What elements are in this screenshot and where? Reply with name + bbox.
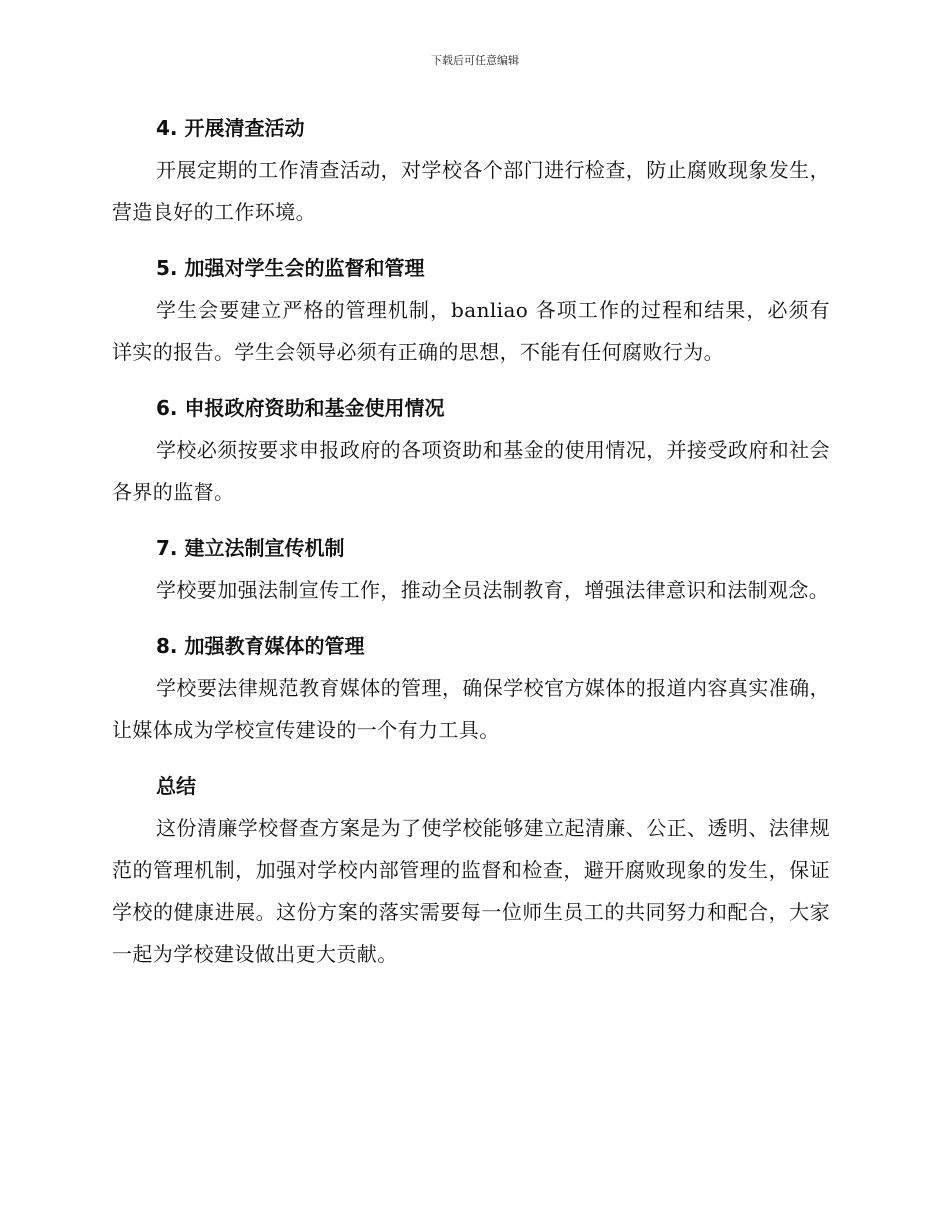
page-header-note: 下载后可任意编辑 [431,54,519,67]
section-heading-8: 8. 加强教育媒体的管理 [156,634,365,658]
section-heading-6: 6. 申报政府资助和基金使用情况 [156,396,445,420]
section-paragraph-8: 学校要法律规范教育媒体的管理，确保学校官方媒体的报道内容真实准确，让媒体成为学校宣传建设的一个有力工具。 [112,676,830,742]
section-heading-4: 4. 开展清查活动 [156,116,305,140]
section-paragraph-6: 学校必须按要求申报政府的各项资助和基金的使用情况，并接受政府和社会各界的监督。 [112,438,830,504]
section-paragraph-4: 开展定期的工作清查活动，对学校各个部门进行检查，防止腐败现象发生，营造良好的工作环境。 [112,158,830,224]
section-paragraph-5: 学生会要建立严格的管理机制，banliao 各项工作的过程和结果，必须有详实的报告。学生会领导必须有正确的思想，不能有任何腐败行为。 [112,298,830,364]
section-heading-7: 7. 建立法制宣传机制 [156,536,345,560]
section-heading-5: 5. 加强对学生会的监督和管理 [156,256,425,280]
document-body [112,107,830,989]
summary-paragraph: 这份清廉学校督查方案是为了使学校能够建立起清廉、公正、透明、法律规范的管理机制，加强对学校内部管理的监督和检查，避开腐败现象的发生，保证学校的健康进展。这份方案的落实需要每一位师生员工的共同努力和配合，大家一起为学校建设做出更大贡献。 [112,816,830,966]
summary-heading: 总结 [156,774,196,798]
section-paragraph-7: 学校要加强法制宣传工作，推动全员法制教育，增强法律意识和法制观念。 [156,578,830,602]
